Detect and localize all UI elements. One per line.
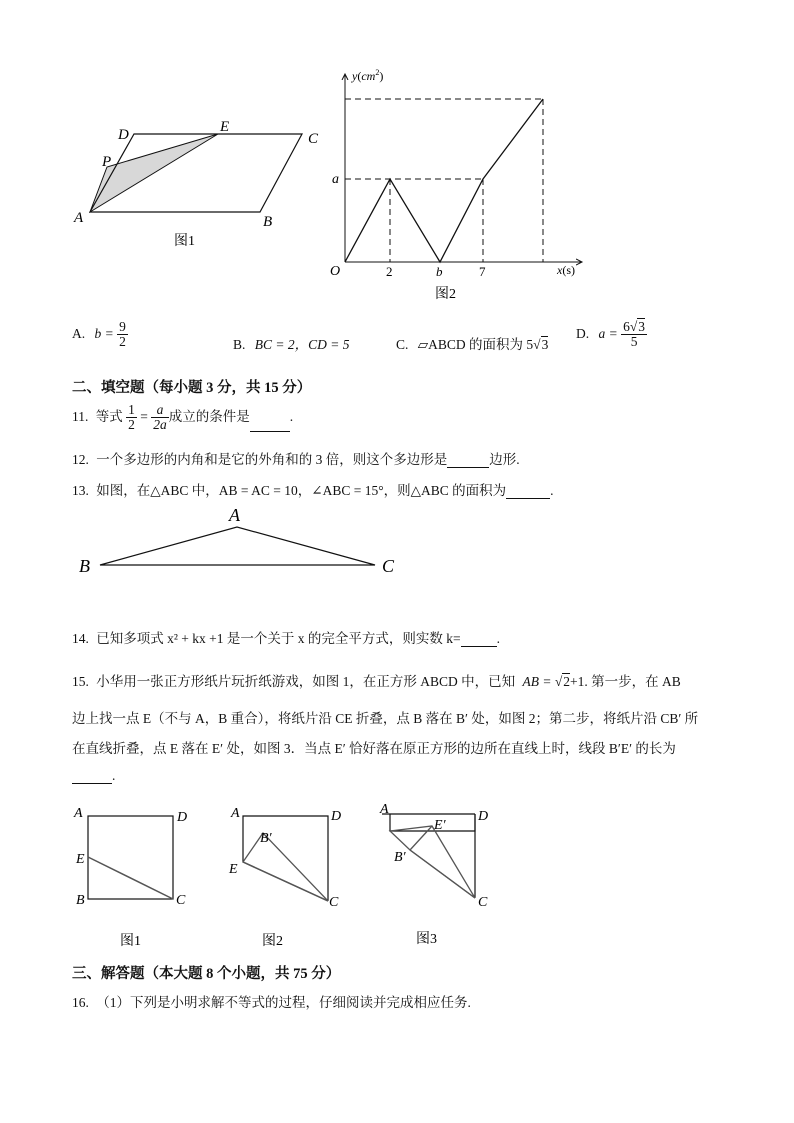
q10-option-a [72,320,128,349]
answer-blank[interactable] [72,770,112,785]
q11-end: . [289,408,294,424]
origin-label: O [330,264,341,279]
tick-7-label: 7 [479,264,486,279]
point-p-label: P [102,154,112,170]
fig2-caption: 图2 [435,287,456,302]
option-b-text: BC = 2，CD = 5 [254,337,350,352]
triangle-c-label: C [382,556,395,576]
triangle-b-label: B [79,556,90,576]
answer-blank[interactable] [506,485,550,500]
sq2-bprime: B′ [260,831,272,846]
sq2-c: C [329,895,339,910]
triangle-abc [100,527,375,565]
sq3-a: A [380,802,389,817]
sq2-e: E [229,862,238,877]
parallelogram-figure [60,110,340,260]
q11-post: 成立的条件是 [168,408,250,424]
square-fig2 [225,800,355,950]
folded-triangle [243,833,328,901]
sq1-d: D [177,810,188,825]
option-letter: B. [233,337,246,352]
sq3-c: C [478,895,488,910]
fraction-1-2: $\frac{1}{2}$ [128,402,135,433]
fraction-6sqrt3-5: $\frac{6√3}{5}$ [623,319,646,350]
sq1-e: E [76,852,85,867]
answer-blank[interactable] [461,633,497,648]
fold-line-cbprime [410,850,475,898]
option-letter: A. [72,325,86,341]
x-axis-label: x(s) [557,263,575,277]
q15-line1-pre: 小华用一张正方形纸片玩折纸游戏，如图 1，在正方形 ABCD 中，已知 [96,674,516,689]
function-curve [345,99,543,262]
q10-option-c [396,333,548,353]
tick-2-label: 2 [386,264,393,279]
q10-option-d [576,320,647,349]
tick-b-label: b [436,264,443,279]
q14 [72,627,500,647]
q15-plus-one: +1 [570,674,585,689]
tick-a-label: a [332,172,339,187]
q12-post: 边形. [489,452,520,467]
section2-title: 二、填空题（每小题 3 分，共 15 分） [72,380,312,396]
point-d-label: D [118,127,129,143]
q15-line1 [72,670,681,690]
q14-number: 14. [72,631,89,646]
q14-end: . [496,631,501,646]
q15-line3: 在直线折叠，点 E 落在 E′ 处，如图 3．当点 E′ 恰好落在原正方形的边所在直线上时，线段 B′E′ 的长为 [72,741,676,756]
sq1-a: A [74,806,83,821]
point-b-label: B [263,214,273,230]
function-graph-figure [320,60,600,310]
parallelogram-symbol: ▱ [417,337,429,352]
fraction-a-2a: $\frac{a}{2a}$ [153,402,167,433]
answer-blank[interactable] [250,418,290,433]
q14-text: 已知多项式 x² + kx +1 是一个关于 x 的完全平方式，则实数 k= [96,631,461,646]
option-c-text: ABCD 的面积为 5 [428,337,534,352]
square-outline [390,814,475,831]
q16-number: 16. [72,995,89,1010]
q12-text: 一个多边形的内角和是它的外角和的 3 倍，则这个多边形是 [96,452,448,467]
q12 [72,448,520,468]
sq3-caption: 图3 [416,932,437,947]
q16-text: （1）下列是小明求解不等式的过程，仔细阅读并完成相应任务. [96,995,471,1010]
sq3-bprime: B′ [394,850,406,865]
q13 [72,479,553,499]
fold-line-ce [243,862,328,901]
sqrt-sign: √ [533,337,541,352]
y-axis-label: $y(cm^2)$ [352,68,384,83]
fold-line-ce [88,857,173,899]
triangle-a-label: A [229,505,240,525]
sq1-c: C [176,893,186,908]
fig1-caption: 图1 [174,234,195,249]
q13-text: 如图，在△ABC 中，AB = AC = 10，∠ABC = 15°，则△ABC 的面积为 [96,483,507,498]
option-a-lhs: b = [94,325,114,341]
q15-line2: 边上找一点 E（不与 A，B 重合），将纸片沿 CE 折叠，点 B 落在 B′ 处，如图 2；第二步，将纸片沿 CB′ 所 [72,711,699,726]
q15-math-ab: AB = [522,674,552,689]
q12-number: 12. [72,452,89,467]
section3-title: 三、解答题（本大题 8 个小题，共 75 分） [72,966,341,982]
sqrt-sign: √ [554,674,563,689]
q13-end: . [550,483,554,498]
point-c-label: C [308,131,319,147]
sq3-d: D [478,809,489,824]
q13-number: 13. [72,483,89,498]
fraction-9-2: $\frac{9}{2}$ [119,319,126,350]
sq2-d: D [331,809,342,824]
q15-end: . [112,768,116,783]
q16 [72,991,471,1011]
sqrt-radicand: 3 [541,337,549,352]
square-fig3 [372,798,502,948]
option-d-lhs: a = [598,325,618,341]
sq1-caption: 图1 [120,934,141,949]
sq3-eprime: E′ [434,818,446,833]
triangle-abc-figure [70,503,410,583]
point-a-label: A [74,210,84,226]
answer-blank[interactable] [447,454,489,469]
shaded-triangle-pae [90,134,218,212]
q10-option-b [233,333,350,353]
fold-line-ceprime [410,826,432,850]
q15-line1-post: . 第一步，在 AB [584,674,681,689]
option-letter: D. [576,325,590,341]
square-fig1 [68,800,198,950]
q11 [72,403,293,432]
q15-line4 [72,768,115,784]
q15-number: 15. [72,674,89,689]
sq2-caption: 图2 [262,934,283,949]
sq2-a: A [231,806,240,821]
q11-pre: 等式 [95,408,123,424]
sqrt-radicand: 2 [563,674,571,689]
square-abcd [88,816,173,899]
sq1-b: B [76,893,85,908]
equals: = [140,408,148,424]
q11-number: 11. [72,408,89,424]
point-e-label: E [220,119,230,135]
option-letter: C. [396,337,409,352]
